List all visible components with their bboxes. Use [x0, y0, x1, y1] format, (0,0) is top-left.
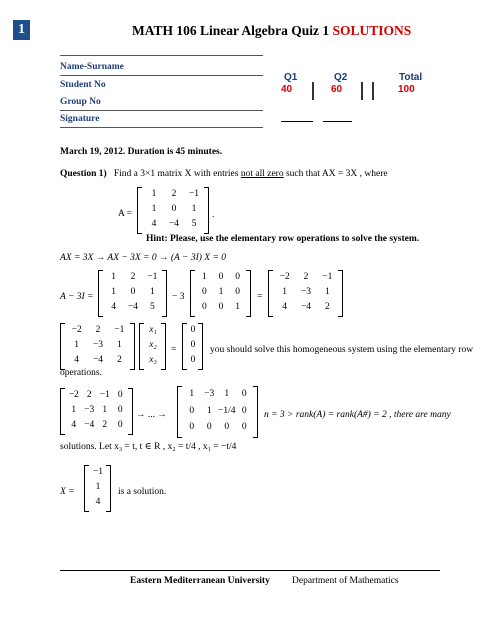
identity-cell: 0: [201, 287, 207, 297]
augmented-cell: 2: [102, 420, 108, 430]
matrix-a-copy-cell: 4: [111, 302, 117, 312]
matrix-a-copy-cell: 1: [111, 287, 117, 297]
augmented-cell: −4: [84, 420, 95, 430]
coeff-cell: 1: [74, 340, 80, 350]
step-equation: AX = 3X → AX − 3X = 0 → (A − 3I) X = 0: [60, 253, 226, 263]
matrix-a-cell: −4: [168, 219, 180, 229]
bracket-right: [198, 323, 203, 370]
bracket-left: [84, 465, 89, 512]
footer-university: Eastern Mediterranean University: [130, 576, 270, 586]
zero-cell: 0: [190, 355, 196, 365]
coeff-cell: 1: [116, 340, 122, 350]
echelon-cell: −1/4: [218, 405, 236, 416]
matrix-a-copy-cell: 5: [149, 302, 155, 312]
a3i-label: A − 3I =: [60, 292, 94, 302]
echelon-cell: 0: [189, 405, 195, 416]
solution-vector: [90, 465, 106, 510]
question-part-b: such that AX = 3X , where: [283, 169, 388, 179]
augmented-cell: −3: [84, 405, 95, 415]
result-cell: −4: [300, 302, 312, 312]
solution-text: is a solution.: [118, 487, 167, 497]
matrix-a-copy-cell: −4: [127, 302, 139, 312]
echelon-matrix: [183, 386, 253, 436]
bracket-left: [139, 323, 144, 370]
matrix-a-cell: 1: [151, 204, 157, 214]
matrix-a-copy-cell: 2: [130, 272, 136, 282]
question-part-a: Find a 3×1 matrix X with entries: [113, 169, 239, 179]
matrix-a: [144, 187, 204, 232]
identity-cell: 1: [235, 302, 241, 312]
unknown-row: [145, 353, 161, 368]
coeff-cell: −3: [92, 340, 104, 350]
identity-cell: 0: [218, 302, 224, 312]
augmented-cell: 4: [71, 420, 77, 430]
bracket-right: [130, 323, 135, 370]
coeff-cell: −2: [71, 325, 82, 335]
total-label: Total: [399, 72, 423, 83]
identity-row: [196, 285, 246, 300]
zero-cell: 0: [190, 325, 196, 335]
page-number: 1: [13, 20, 30, 40]
group-label: Group No: [60, 97, 101, 107]
bracket-right: [128, 388, 133, 435]
unknown-vector: [145, 323, 161, 368]
question-text: [60, 169, 388, 179]
matrix-a-label: A =: [118, 209, 133, 219]
q2-blank: [323, 121, 352, 122]
bracket-left: [60, 323, 65, 370]
augmented-cell: 0: [117, 390, 123, 400]
coeff-cell: −4: [92, 355, 104, 365]
signature-label: Signature: [60, 114, 100, 124]
echelon-cell: −3: [204, 389, 215, 399]
echelon-row: [183, 419, 253, 436]
identity-cell: 1: [218, 287, 224, 297]
echelon-cell: 0: [241, 422, 247, 432]
result-matrix: [274, 270, 338, 315]
zero-vector: [188, 323, 198, 368]
solutions-line: solutions. Let x₃ = t, t ∈ R , x₂ = t/4 , x₁ = −t/4: [60, 442, 237, 452]
bracket-right: [253, 386, 258, 438]
bracket-left: [182, 323, 187, 370]
zero-cell: 0: [190, 340, 196, 350]
result-row: [274, 285, 338, 300]
operations-text: operations.: [60, 368, 102, 378]
title-solutions: SOLUTIONS: [332, 23, 412, 38]
result-row: [274, 270, 338, 285]
echelon-cell: 1: [224, 389, 230, 399]
date-line: March 19, 2012. Duration is 45 minutes.: [60, 147, 223, 157]
matrix-a-cell: 0: [171, 204, 177, 214]
score-divider: [312, 82, 314, 100]
bracket-left: [137, 187, 142, 234]
echelon-row: [183, 403, 253, 420]
identity-cell: 0: [235, 287, 241, 297]
bracket-right: [161, 323, 166, 370]
matrix-a-copy-row: [104, 270, 162, 285]
equals-sign: =: [171, 345, 177, 355]
coeff-row: [66, 353, 130, 368]
solution-cell: 4: [95, 497, 101, 507]
augmented-cell: 1: [71, 405, 77, 415]
matrix-a-row: [144, 202, 204, 217]
rank-text: n = 3 > rank(A) = rank(A#) = 2 , there are many: [264, 410, 451, 420]
zero-row: [188, 338, 198, 353]
solution-row: [90, 465, 106, 480]
coeff-row: [66, 323, 130, 338]
footer-department: Department of Mathematics: [292, 576, 399, 586]
result-row: [274, 300, 338, 315]
reduction-arrow: → ... →: [136, 410, 167, 420]
echelon-cell: 1: [189, 389, 195, 399]
echelon-cell: 0: [241, 389, 247, 399]
total-score: 100: [398, 84, 415, 95]
result-cell: −2: [279, 272, 290, 282]
signature-line: [60, 127, 263, 128]
result-cell: −3: [300, 287, 312, 297]
title-text: MATH 106 Linear Algebra Quiz 1: [132, 23, 330, 38]
footer-line: [60, 570, 440, 571]
solution-row: [90, 480, 106, 495]
matrix-a-cell: 4: [151, 219, 157, 229]
zero-row: [188, 353, 198, 368]
identity-matrix: [196, 270, 246, 315]
augmented-cell: 0: [117, 420, 123, 430]
bracket-right: [106, 465, 111, 512]
q1-score: 40: [281, 84, 293, 95]
equals-sign: =: [257, 292, 263, 302]
augmented-row: [66, 403, 128, 418]
identity-cell: 1: [201, 272, 207, 282]
q1-label: Q1: [284, 72, 298, 83]
question-label: Question 1): [60, 169, 107, 179]
bracket-right: [204, 187, 209, 234]
solution-row: [90, 495, 106, 510]
echelon-cell: 0: [224, 422, 230, 432]
identity-row: [196, 300, 246, 315]
question-underlined: not all zero: [240, 169, 284, 179]
coeff-cell: −1: [114, 325, 125, 335]
echelon-cell: 0: [189, 422, 195, 432]
coeff-row: [66, 338, 130, 353]
solution-cell: −1: [92, 467, 104, 477]
echelon-row: [183, 386, 253, 403]
bracket-left: [98, 270, 103, 317]
coeff-matrix: [66, 323, 130, 368]
bracket-left: [177, 386, 182, 438]
matrix-a-cell: 2: [171, 189, 177, 199]
identity-cell: 0: [218, 272, 224, 282]
unknown-cell: x₃: [149, 355, 157, 365]
echelon-cell: 1: [206, 405, 212, 416]
unknown-row: [145, 338, 161, 353]
student-label: Student No: [60, 80, 106, 90]
hint-text: Hint: Please, use the elementary row operations to solve the system.: [146, 234, 420, 244]
form-top-line: [60, 55, 263, 56]
minus-three: − 3: [172, 292, 185, 302]
matrix-a-period: .: [212, 210, 215, 220]
name-label: Name-Surname: [60, 62, 124, 72]
bracket-left: [190, 270, 195, 317]
result-cell: 1: [324, 287, 330, 297]
solution-cell: 1: [95, 482, 101, 492]
matrix-a-copy-cell: −1: [147, 272, 158, 282]
augmented-row: [66, 388, 128, 403]
matrix-a-cell: −1: [188, 189, 200, 199]
matrix-a-copy: [104, 270, 162, 315]
identity-cell: 0: [235, 272, 241, 282]
coeff-cell: 2: [116, 355, 122, 365]
identity-row: [196, 270, 246, 285]
matrix-a-copy-row: [104, 300, 162, 315]
result-cell: 1: [282, 287, 288, 297]
matrix-a-cell: 1: [191, 204, 197, 214]
echelon-cell: 0: [206, 422, 212, 432]
q2-score: 60: [331, 84, 343, 95]
echelon-cell: 0: [241, 405, 247, 416]
matrix-a-cell: 1: [151, 189, 157, 199]
augmented-cell: 2: [86, 390, 92, 400]
matrix-a-row: [144, 217, 204, 232]
result-cell: 2: [324, 302, 330, 312]
unknown-cell: x₁: [149, 325, 157, 335]
matrix-a-copy-cell: 1: [111, 272, 117, 282]
matrix-a-copy-cell: 0: [130, 287, 136, 297]
bracket-left: [268, 270, 273, 317]
matrix-a-copy-cell: 1: [149, 287, 155, 297]
page-title: [132, 23, 411, 39]
result-cell: 4: [282, 302, 288, 312]
q2-label: Q2: [334, 72, 348, 83]
bracket-left: [60, 388, 65, 435]
augmented-cell: −2: [68, 390, 79, 400]
score-divider: [372, 82, 374, 100]
name-line: [60, 75, 263, 76]
zero-row: [188, 323, 198, 338]
augmented-cell: 1: [102, 405, 108, 415]
score-divider: [361, 82, 363, 100]
coeff-cell: 4: [74, 355, 80, 365]
bracket-right: [246, 270, 251, 317]
x-label: X =: [60, 487, 75, 497]
unknown-row: [145, 323, 161, 338]
identity-cell: 0: [201, 302, 207, 312]
bracket-right: [162, 270, 167, 317]
augmented-matrix: [66, 388, 128, 433]
bracket-right: [338, 270, 343, 317]
q1-blank: [281, 121, 313, 122]
coeff-cell: 2: [95, 325, 101, 335]
augmented-cell: 0: [117, 405, 123, 415]
augmented-row: [66, 418, 128, 433]
group-line: [60, 110, 263, 111]
result-cell: −1: [322, 272, 333, 282]
matrix-a-copy-row: [104, 285, 162, 300]
matrix-a-cell: 5: [191, 219, 197, 229]
homogeneous-text: you should solve this homogeneous system using the elementary row: [210, 345, 474, 355]
augmented-cell: −1: [99, 390, 110, 400]
result-cell: 2: [303, 272, 309, 282]
unknown-cell: x₂: [149, 340, 157, 350]
matrix-a-row: [144, 187, 204, 202]
